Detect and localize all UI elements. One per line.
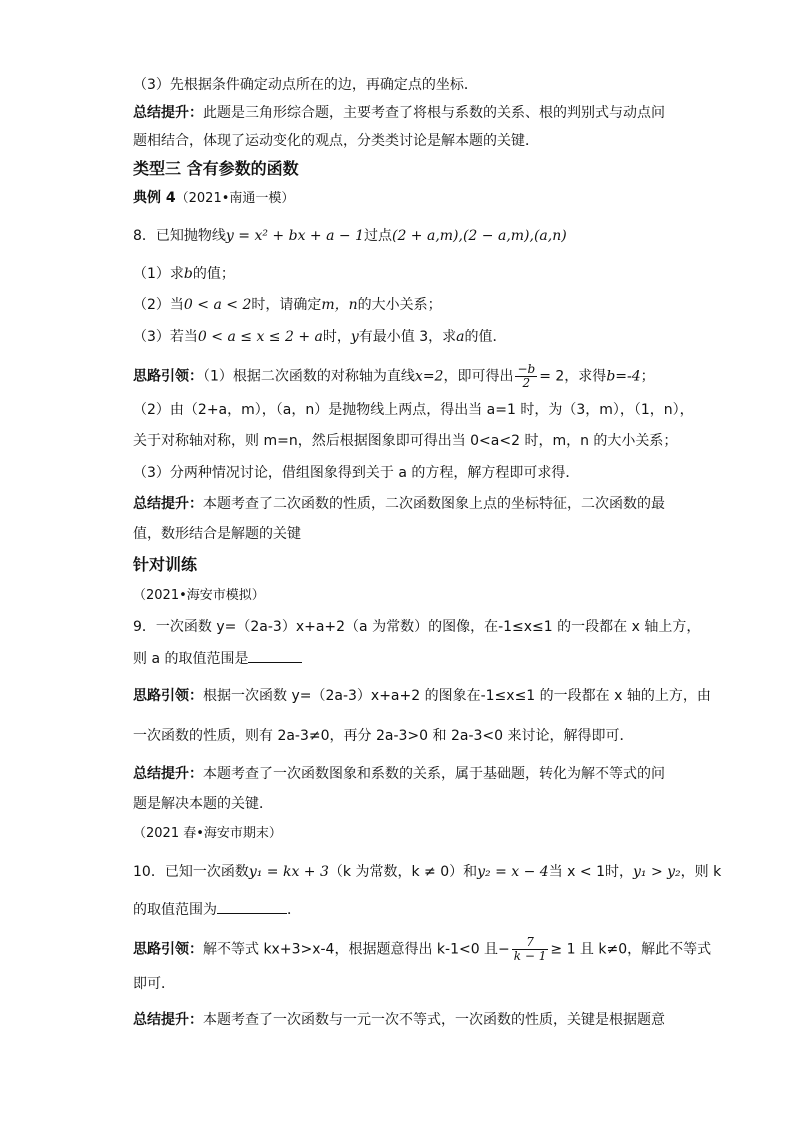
source-note: （2021•海安市模拟） — [133, 588, 265, 603]
question-10-line-2: 的取值范围为 ． — [133, 899, 301, 921]
question-9-line-2: 则 a 的取值范围是 — [133, 648, 302, 670]
text-line: （2）由（2+a，m），（a，n）是抛物线上两点，得出当 a=1 时，为（3，m），（1，n）， — [133, 402, 694, 418]
formula: y₁ = kx + 3 — [248, 864, 329, 880]
summary-paragraph: 总结提升：本题考查了一次函数与一元一次不等式，一次函数的性质，关键是根据题意 — [133, 1012, 665, 1028]
summary-label: 总结提升： — [133, 496, 203, 512]
fraction: $\frac{-b}{2}$ — [517, 362, 536, 390]
text-line: 关于对称轴对称，则 m=n，然后根据图象即可得出当 0<a<2 时，m，n 的大小关系； — [133, 433, 678, 449]
formula: (2 + a,m),(2 − a,m),(a,n) — [391, 228, 567, 244]
formula: y₁ > y₂ — [632, 864, 681, 880]
text-line: 即可． — [133, 976, 175, 992]
summary-label: 总结提升： — [133, 766, 203, 782]
text-line: （3）先根据条件确定动点所在的边，再确定点的坐标． — [133, 77, 478, 93]
source-note: （2021 春•海安市期末） — [133, 826, 282, 841]
question-8-part-2: （2）当0 < a < 2时，请确定m，n的大小关系； — [133, 297, 442, 313]
text-line: （3）分两种情况讨论，借组图象得到关于 a 的方程，解方程即可求得． — [133, 465, 580, 481]
section-heading: 类型三 含有参数的函数 — [133, 159, 299, 178]
formula: y = x² + bx + a − 1 — [225, 228, 364, 244]
hint-paragraph: 思路引领：根据一次函数 y=（2a-3）x+a+2 的图象在-1≤x≤1 的一段都在 x 轴的上方，由 — [133, 688, 711, 704]
example-heading: 典例 4（2021•南通一模） — [133, 190, 295, 206]
text-line: 题是解决本题的关键． — [133, 796, 273, 812]
formula: y₂ = x − 4 — [477, 864, 549, 880]
question-8-part-3: （3）若当0 < a ≤ x ≤ 2 + a时，y有最小值 3，求a的值． — [133, 329, 507, 345]
section-heading: 针对训练 — [133, 555, 198, 574]
hint-label: 思路引领： — [133, 368, 203, 385]
summary-paragraph: 总结提升：本题考查了一次函数图象和系数的关系，属于基础题，转化为解不等式的问 — [133, 766, 665, 782]
hint-paragraph: 思路引领：（1）根据二次函数的对称轴为直线x=2，即可得出 $\frac{-b}{2}$ = 2，求得b=-4； — [133, 362, 655, 390]
summary-paragraph: 总结提升：此题是三角形综合题，主要考查了将根与系数的关系、根的判别式与动点问 — [133, 105, 665, 121]
question-9: 9．一次函数 y=（2a-3）x+a+2（a 为常数）的图像，在-1≤x≤1 的一段都在 x 轴上方， — [133, 619, 701, 635]
question-10: 10．已知一次函数y₁ = kx + 3（k 为常数，k ≠ 0）和y₂ = x − 4当 x < 1时，y₁ > y₂，则 k — [133, 864, 722, 880]
answer-blank — [248, 648, 302, 663]
text-line: 一次函数的性质，则有 2a-3≠0，再分 2a-3>0 和 2a-3<0 来讨论，解得即可． — [133, 728, 634, 744]
hint-label: 思路引领： — [133, 688, 203, 704]
question-8: 8．已知抛物线y = x² + bx + a − 1过点(2 + a,m),(2 − a,m),(a,n) — [133, 228, 567, 244]
hint-paragraph: 思路引领：解不等式 kx+3>x-4，根据题意得出 k-1<0 且− $\frac{7}{k - 1}$ ≥ 1 且 k≠0，解此不等式 — [133, 935, 712, 963]
question-8-part-1: （1）求b的值； — [133, 266, 235, 282]
summary-paragraph: 总结提升：本题考查了二次函数的性质，二次函数图象上点的坐标特征，二次函数的最 — [133, 496, 665, 512]
summary-label: 总结提升： — [133, 105, 203, 121]
fraction: $\frac{7}{k - 1}$ — [513, 935, 547, 963]
summary-label: 总结提升： — [133, 1012, 203, 1028]
answer-blank — [217, 899, 287, 914]
hint-label: 思路引领： — [133, 941, 203, 958]
text-line: 值，数形结合是解题的关键 — [133, 526, 301, 542]
text-line: 题相结合，体现了运动变化的观点，分类类讨论是解本题的关键． — [133, 133, 539, 149]
